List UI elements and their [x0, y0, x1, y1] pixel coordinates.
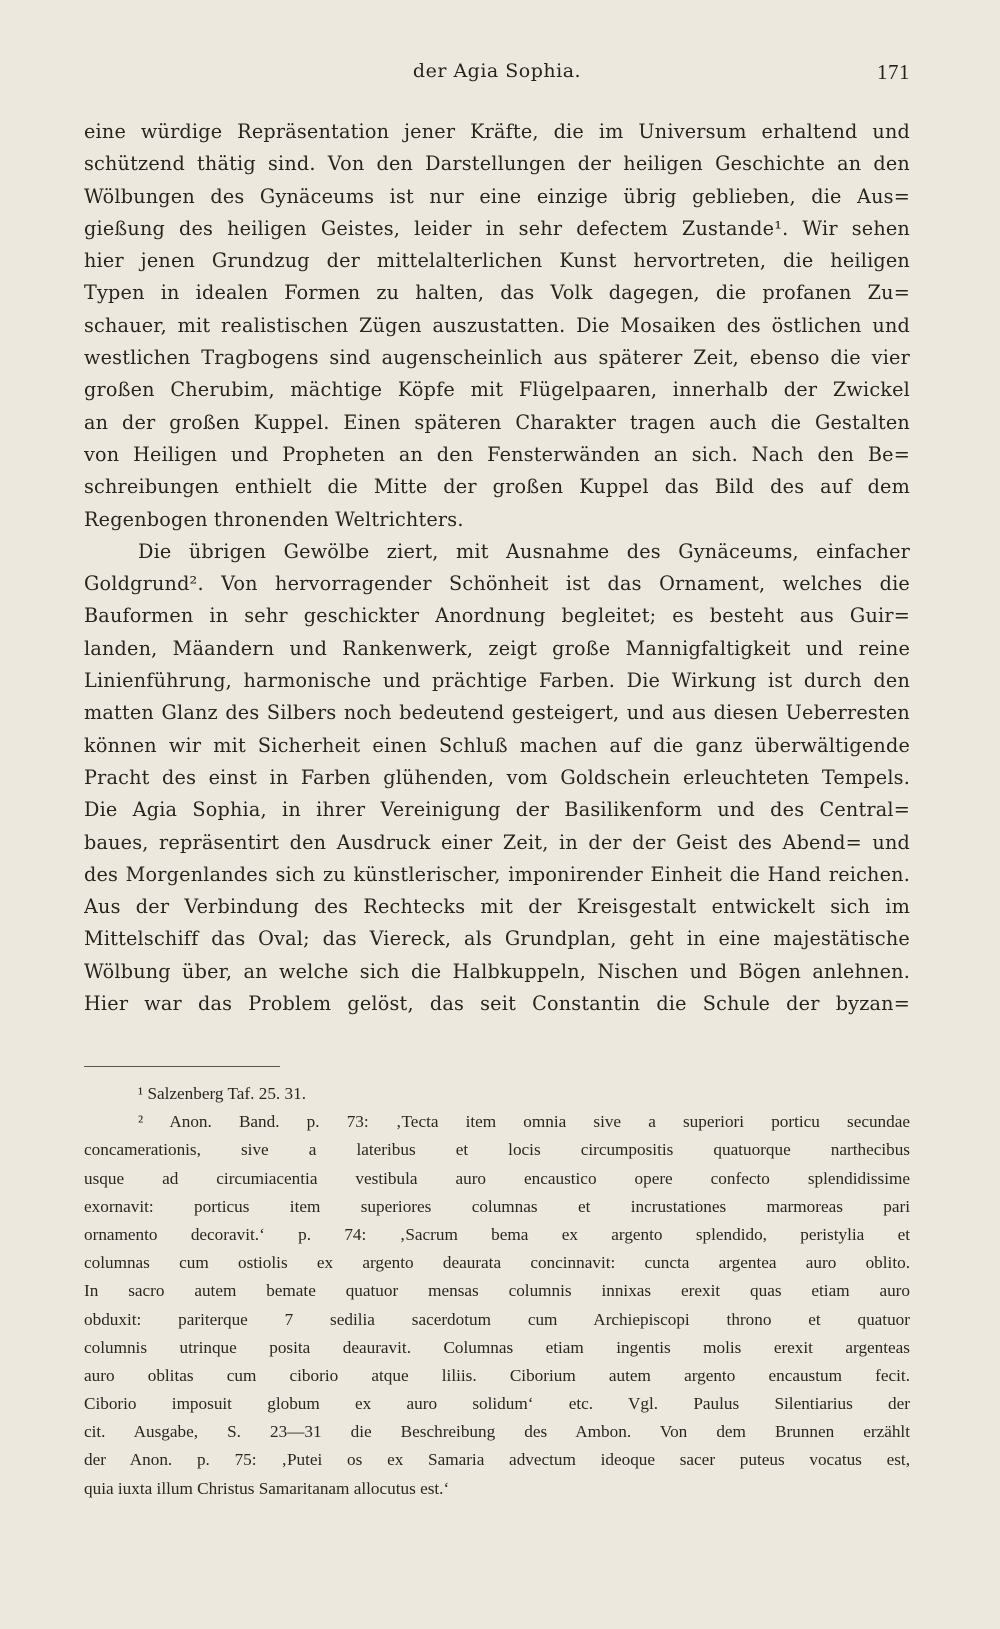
text-line: Wölbung über, an welche sich die Halbkuppeln, Nischen und Bögen anlehnen.: [84, 959, 910, 983]
text-line: des Morgenlandes sich zu künstlerischer, imponirender Einheit die Hand reichen.: [84, 862, 910, 886]
main-text: [84, 116, 910, 1020]
text-line: Goldgrund². Von hervorragender Schönheit ist das Ornament, welches die: [84, 572, 910, 596]
footnote-line: In sacro autem bemate quatuor mensas columnis innixas erexit quas etiam auro: [84, 1281, 910, 1301]
text-line: Pracht des einst in Farben glühenden, vom Goldschein erleuchteten Tempels.: [84, 765, 910, 789]
text-line: schreibungen enthielt die Mitte der großen Kuppel das Bild des auf dem: [84, 475, 910, 499]
running-title: der Agia Sophia.: [412, 60, 582, 82]
text-line: Typen in idealen Formen zu halten, das Volk dagegen, die profanen Zu=: [84, 281, 910, 305]
footnote-line: der Anon. p. 75: ‚Putei os ex Samaria advectum ideoque sacer puteus vocatus est,: [84, 1450, 910, 1470]
footnote-separator: [84, 1066, 280, 1067]
text-line: Hier war das Problem gelöst, das seit Constantin die Schule der byzan=: [84, 992, 910, 1016]
text-line: Aus der Verbindung des Rechtecks mit der Kreisgestalt entwickelt sich im: [84, 895, 910, 919]
text-line: Bauformen in sehr geschickter Anordnung begleitet; es besteht aus Guir=: [84, 604, 910, 628]
footnote-line: exornavit: porticus item superiores columnas et incrustationes marmoreas pari: [84, 1196, 910, 1216]
text-line: schauer, mit realistischen Zügen auszustatten. Die Mosaiken des östlichen und: [84, 313, 910, 337]
footnote-line: usque ad circumiacentia vestibula auro encaustico opere confecto splendidissime: [84, 1168, 910, 1188]
footnote-line: Ciborio imposuit globum ex auro solidum‘ etc. Vgl. Paulus Silentiarius der: [84, 1394, 910, 1414]
text-line: Linienführung, harmonische und prächtige Farben. Die Wirkung ist durch den: [84, 669, 910, 693]
running-header: [84, 60, 910, 90]
text-line: gießung des heiligen Geistes, leider in sehr defectem Zustande¹. Wir sehen: [84, 216, 910, 240]
text-line: Wölbungen des Gynäceums ist nur eine einzige übrig geblieben, die Aus=: [84, 184, 910, 208]
text-line: westlichen Tragbogens sind augenscheinlich aus späterer Zeit, ebenso die vier: [84, 346, 910, 370]
text-line: matten Glanz des Silbers noch bedeutend gesteigert, und aus diesen Ueberresten: [84, 701, 910, 725]
footnote-line: columnas cum ostiolis ex argento deaurata concinnavit: cuncta argentea auro oblito.: [84, 1253, 910, 1273]
text-line: Mittelschiff das Oval; das Viereck, als Grundplan, geht in eine majestätische: [84, 927, 910, 951]
text-line: an der großen Kuppel. Einen späteren Charakter tragen auch die Gestalten: [84, 410, 910, 434]
text-line: Regenbogen thronenden Weltrichters.: [84, 507, 464, 531]
footnote-line: cit. Ausgabe, S. 23—31 die Beschreibung des Ambon. Von dem Brunnen erzählt: [84, 1422, 910, 1442]
footnote-line: ² Anon. Band. p. 73: ‚Tecta item omnia sive a superiori porticu secundae: [138, 1112, 910, 1132]
text-line: schützend thätig sind. Von den Darstellungen der heiligen Geschichte an den: [84, 152, 910, 176]
text-line: eine würdige Repräsentation jener Kräfte, die im Universum erhaltend und: [84, 120, 910, 143]
footnote-line: columnis utrinque posita deauravit. Columnas etiam ingentis molis erexit argenteas: [84, 1337, 910, 1357]
footnote-line: ¹ Salzenberg Taf. 25. 31.: [138, 1084, 306, 1103]
text-line: landen, Mäandern und Rankenwerk, zeigt große Mannigfaltigkeit und reine: [84, 636, 910, 660]
footnote-line: quia iuxta illum Christus Samaritanam allocutus est.‘: [84, 1478, 450, 1498]
text-line: hier jenen Grundzug der mittelalterlichen Kunst hervortreten, die heiligen: [84, 249, 910, 273]
page-number: 171: [877, 60, 910, 84]
text-line: können wir mit Sicherheit einen Schluß machen auf die ganz überwältigende: [84, 733, 910, 757]
footnote-line: concamerationis, sive a lateribus et locis circumpositis quatuorque narthecibus: [84, 1140, 910, 1160]
text-line: Die übrigen Gewölbe ziert, mit Ausnahme des Gynäceums, einfacher: [138, 539, 910, 563]
text-line: Die Agia Sophia, in ihrer Vereinigung der Basilikenform und des Central=: [84, 798, 910, 822]
footnotes: [84, 1080, 910, 1503]
text-line: großen Cherubim, mächtige Köpfe mit Flügelpaaren, innerhalb der Zwickel: [84, 378, 910, 402]
footnote-line: auro oblitas cum ciborio atque liliis. Ciborium autem argento encaustum fecit.: [84, 1365, 910, 1385]
footnote-line: ornamento decoravit.‘ p. 74: ‚Sacrum bema ex argento splendido, peristylia et: [84, 1224, 910, 1244]
text-line: baues, repräsentirt den Ausdruck einer Zeit, in der der Geist des Abend= und: [84, 830, 910, 854]
footnote-line: obduxit: pariterque 7 sedilia sacerdotum cum Archiepiscopi throno et quatuor: [84, 1309, 910, 1329]
text-line: von Heiligen und Propheten an den Fensterwänden an sich. Nach den Be=: [84, 442, 910, 466]
